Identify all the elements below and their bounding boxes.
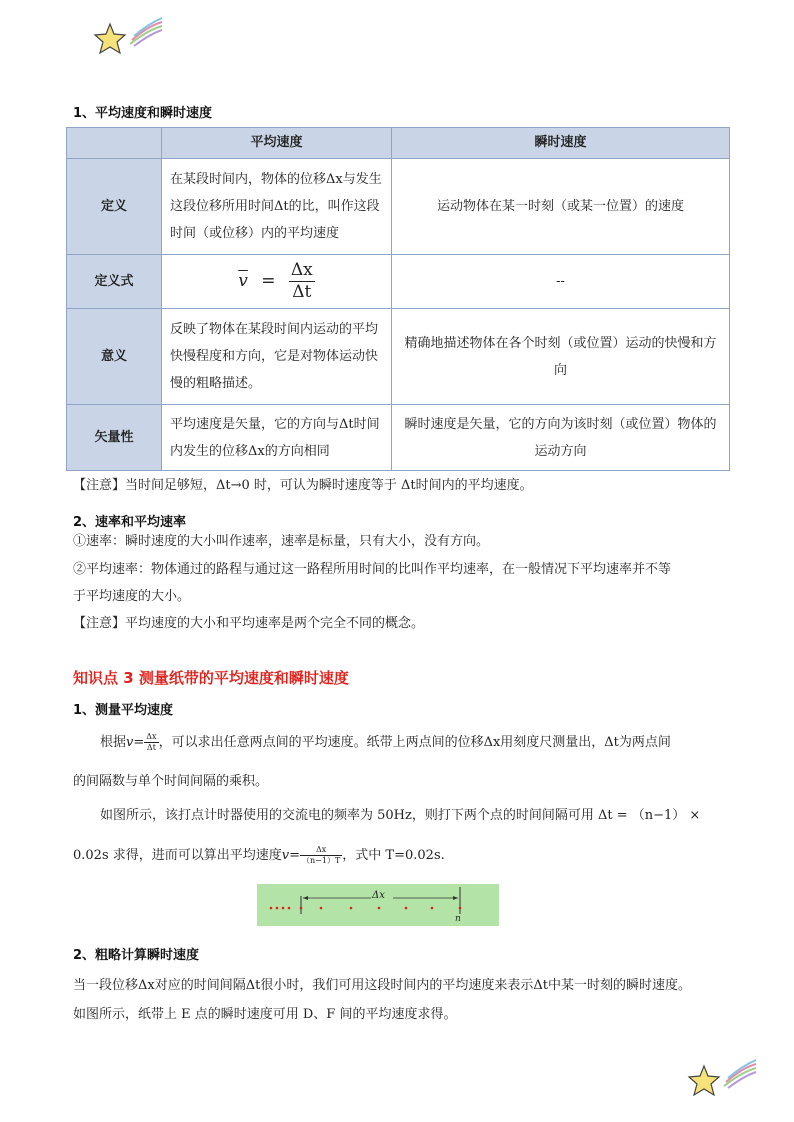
tape-dot — [378, 907, 381, 910]
table-header-row — [67, 128, 730, 159]
formula-equals: = — [261, 271, 276, 291]
tape-dot — [459, 907, 462, 910]
tape-n-label: n — [455, 914, 461, 924]
velocity-table — [66, 127, 730, 471]
frequency-para-line1: 如图所示，该打点计时器使用的交流电的频率为 50Hz，则打下两个点的时间间隔可用 Δt = （n−1） × — [100, 808, 701, 823]
definition-avg-cell: 在某段时间内，物体的位移Δx与发生这段位移所用时间Δt的比，叫作这段时间（或位移）内的平均速度 — [162, 159, 392, 255]
frequency-para-line2: 0.02s 求得，进而可以算出平均速度v= $\frac{\Delta x}{(n-1)T}$ ，式中 T=0.02s. — [73, 845, 445, 865]
meaning-inst-cell: 精确地描述物体在各个时刻（或位置）运动的快慢和方向 — [392, 309, 730, 405]
tape-dot — [350, 907, 353, 910]
tape-dot — [276, 907, 279, 910]
section1-title: 1、平均速度和瞬时速度 — [73, 106, 213, 121]
measure-avg-para-line1: 根据v= $\frac{\Delta x}{\Delta t}$ ，可以求出任意两点间的平均速度。纸带上两点间的位移Δx用刻度尺测量出，Δt为两点间 — [100, 732, 671, 752]
table-row — [67, 255, 730, 309]
note-speed: 【注意】平均速度的大小和平均速率是两个完全不同的概念。 — [73, 616, 425, 631]
tape-dot — [405, 907, 408, 910]
tape-dot — [270, 907, 273, 910]
table-header-inst: 瞬时速度 — [392, 128, 730, 159]
avg-speed-line1: ②平均速率：物体通过的路程与通过这一路程所用时间的比叫作平均速率，在一般情况下平均速率并不等 — [73, 562, 672, 577]
section2-title: 2、速率和平均速率 — [73, 515, 187, 530]
table-header-empty — [67, 128, 162, 159]
tape-dx-label: Δx — [372, 890, 385, 901]
vector-avg-cell: 平均速度是矢量，它的方向与Δt时间内发生的位移Δx的方向相同 — [162, 405, 392, 471]
table-row — [67, 309, 730, 405]
arrow-right-head — [453, 896, 458, 900]
avg-speed-line2: 于平均速度的大小。 — [73, 589, 191, 604]
ticker-tape-figure — [257, 884, 499, 926]
meaning-avg-cell: 反映了物体在某段时间内运动的平均快慢程度和方向，它是对物体运动快慢的粗略描述。 — [162, 309, 392, 405]
formula-avg-cell — [162, 255, 392, 309]
measure-avg-para-line2: 的间隔数与单个时间间隔的乘积。 — [73, 774, 269, 789]
formula-numerator: Δx — [290, 260, 313, 280]
speed-definition: ①速率：瞬时速度的大小叫作速率，速率是标量，只有大小，没有方向。 — [73, 534, 490, 549]
row-label-formula: 定义式 — [67, 255, 162, 309]
table-row — [67, 405, 730, 471]
inline-fraction: $\frac{\Delta x}{\Delta t}$ — [146, 732, 157, 752]
tape-dot — [288, 907, 291, 910]
formula-fraction — [289, 260, 315, 303]
row-label-meaning: 意义 — [67, 309, 162, 405]
tape-dot — [282, 907, 285, 910]
tape-dot — [431, 907, 434, 910]
table-row — [67, 159, 730, 255]
tape-dot — [320, 907, 323, 910]
measure-avg-title: 1、测量平均速度 — [73, 703, 174, 718]
row-label-vector: 矢量性 — [67, 405, 162, 471]
note-instant: 【注意】当时间足够短，Δt→0 时，可认为瞬时速度等于 Δt时间内的平均速度。 — [73, 478, 533, 493]
row-label-definition: 定义 — [67, 159, 162, 255]
formula-v-bar: $\overline{v}$ — [238, 271, 248, 291]
estimate-inst-line2: 如图所示，纸带上 E 点的瞬时速度可用 D、F 间的平均速度求得。 — [73, 1007, 457, 1022]
estimate-inst-title: 2、粗略计算瞬时速度 — [73, 948, 200, 963]
vector-inst-cell: 瞬时速度是矢量，它的方向为该时刻（或位置）物体的运动方向 — [392, 405, 730, 471]
knowledge-point-3-title: 知识点 3 测量纸带的平均速度和瞬时速度 — [73, 669, 349, 687]
estimate-inst-line1: 当一段位移Δx对应的时间间隔Δt很小时，我们可用这段时间内的平均速度来表示Δt中某一时刻的瞬时速度。 — [73, 978, 691, 993]
formula-inst-cell: -- — [392, 255, 730, 309]
formula-denominator: Δt — [292, 282, 312, 302]
star-decoration-icon — [686, 1058, 758, 1100]
star-decoration-icon — [92, 16, 164, 58]
table-header-avg: 平均速度 — [162, 128, 392, 159]
tape-dot — [300, 907, 303, 910]
inline-fraction: $\frac{\Delta x}{(n-1)T}$ — [302, 845, 341, 865]
definition-inst-cell: 运动物体在某一时刻（或某一位置）的速度 — [392, 159, 730, 255]
arrow-left-head — [303, 896, 308, 900]
